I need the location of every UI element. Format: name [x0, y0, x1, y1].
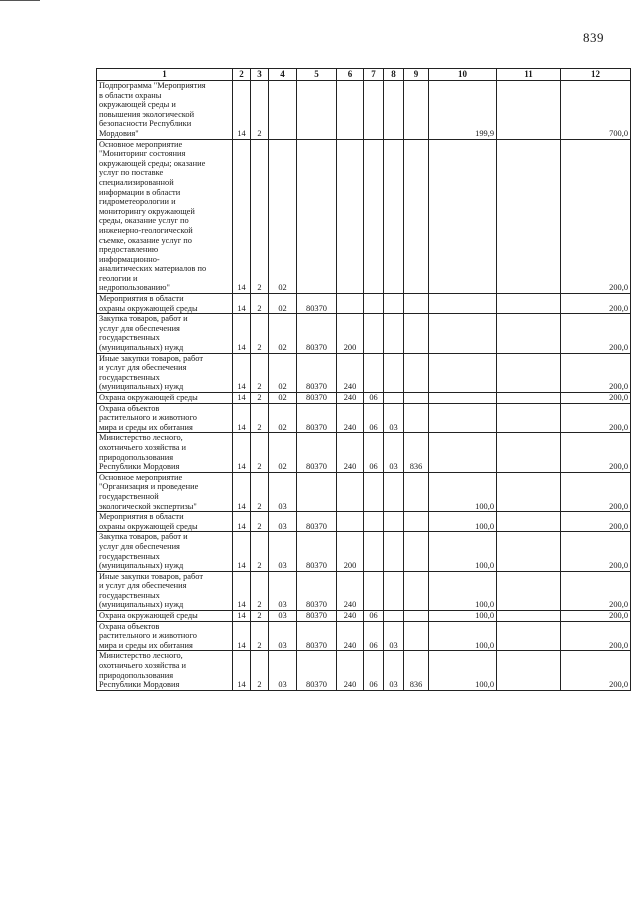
amount-col-11 [497, 512, 561, 532]
col-3-code: 2 [251, 314, 269, 353]
amount-col-10 [429, 314, 497, 353]
amount-col-10: 100,0 [429, 651, 497, 690]
amount-col-11 [497, 353, 561, 392]
col-5-code: 80370 [297, 532, 337, 571]
col-8-code [384, 393, 404, 404]
table-row [97, 139, 631, 294]
amount-col-11 [497, 651, 561, 690]
amount-col-12: 200,0 [561, 294, 631, 314]
column-header: 2 [233, 69, 251, 81]
amount-col-12: 200,0 [561, 393, 631, 404]
col-2-code: 14 [233, 532, 251, 571]
col-2-code: 14 [233, 139, 251, 294]
col-8-code [384, 532, 404, 571]
col-3-code: 2 [251, 611, 269, 622]
amount-col-10: 100,0 [429, 512, 497, 532]
amount-col-10: 100,0 [429, 621, 497, 651]
col-9-code [404, 512, 429, 532]
table-row [97, 611, 631, 622]
col-7-code: 06 [364, 393, 384, 404]
col-6-code: 240 [337, 611, 364, 622]
col-5-code: 80370 [297, 433, 337, 472]
col-5-code [297, 472, 337, 511]
col-7-code [364, 472, 384, 511]
table-row [97, 651, 631, 690]
row-name: Основное мероприятие "Мониторинг состояния окружающей среды; оказание услуг по поставке специализированной информации в области гидрометеорологии и мониторингу окружающей среды, оказание услуг по инженерно-геологической съемке, оказание услуг по предоставлению информационно- аналитических материалов по геологии и недропользованию" [97, 139, 233, 294]
row-name: Иные закупки товаров, работ и услуг для обеспечения государственных (муниципальных) нужд [97, 353, 233, 392]
col-3-code: 2 [251, 139, 269, 294]
col-6-code: 240 [337, 433, 364, 472]
row-name: Министерство лесного, охотничьего хозяйства и природопользования Республики Мордовия [97, 433, 233, 472]
row-name: Охрана объектов растительного и животного мира и среды их обитания [97, 403, 233, 433]
col-7-code: 06 [364, 403, 384, 433]
col-3-code: 2 [251, 532, 269, 571]
col-2-code: 14 [233, 314, 251, 353]
column-header: 5 [297, 69, 337, 81]
col-4-code: 03 [269, 571, 297, 610]
col-8-code: 03 [384, 433, 404, 472]
column-header: 8 [384, 69, 404, 81]
table-row [97, 294, 631, 314]
col-5-code: 80370 [297, 611, 337, 622]
amount-col-12: 200,0 [561, 139, 631, 294]
col-5-code: 80370 [297, 571, 337, 610]
col-3-code: 2 [251, 403, 269, 433]
col-4-code: 02 [269, 294, 297, 314]
col-9-code [404, 403, 429, 433]
col-7-code [364, 571, 384, 610]
amount-col-12: 200,0 [561, 403, 631, 433]
amount-col-11 [497, 621, 561, 651]
col-8-code [384, 353, 404, 392]
col-8-code [384, 139, 404, 294]
col-8-code [384, 314, 404, 353]
col-2-code: 14 [233, 393, 251, 404]
col-8-code [384, 611, 404, 622]
amount-col-11 [497, 139, 561, 294]
table-row [97, 393, 631, 404]
col-9-code [404, 353, 429, 392]
column-header: 9 [404, 69, 429, 81]
col-6-code: 240 [337, 621, 364, 651]
amount-col-10: 100,0 [429, 611, 497, 622]
col-2-code: 14 [233, 472, 251, 511]
table-row [97, 532, 631, 571]
amount-col-12: 200,0 [561, 314, 631, 353]
col-2-code: 14 [233, 353, 251, 392]
amount-col-12: 200,0 [561, 571, 631, 610]
amount-col-11 [497, 314, 561, 353]
col-6-code: 200 [337, 532, 364, 571]
table-row [97, 433, 631, 472]
col-2-code: 14 [233, 512, 251, 532]
col-2-code: 14 [233, 433, 251, 472]
col-7-code [364, 314, 384, 353]
table-row [97, 403, 631, 433]
table-row [97, 571, 631, 610]
amount-col-11 [497, 532, 561, 571]
col-3-code: 2 [251, 294, 269, 314]
column-header: 11 [497, 69, 561, 81]
col-3-code: 2 [251, 393, 269, 404]
col-3-code: 2 [251, 353, 269, 392]
page-number: 839 [583, 30, 604, 45]
col-6-code: 240 [337, 403, 364, 433]
col-6-code: 240 [337, 393, 364, 404]
amount-col-11 [497, 81, 561, 140]
col-2-code: 14 [233, 81, 251, 140]
amount-col-12: 200,0 [561, 651, 631, 690]
col-7-code [364, 139, 384, 294]
col-5-code: 80370 [297, 621, 337, 651]
col-8-code: 03 [384, 651, 404, 690]
col-8-code: 03 [384, 403, 404, 433]
col-5-code: 80370 [297, 314, 337, 353]
row-name: Подпрограмма "Мероприятия в области охраны окружающей среды и повышения экологической безопасности Республики Мордовия" [97, 81, 233, 140]
col-2-code: 14 [233, 571, 251, 610]
col-9-code [404, 314, 429, 353]
col-4-code: 02 [269, 353, 297, 392]
column-header: 1 [97, 69, 233, 81]
col-7-code [364, 294, 384, 314]
col-7-code [364, 512, 384, 532]
col-7-code [364, 81, 384, 140]
col-8-code: 03 [384, 621, 404, 651]
col-9-code [404, 571, 429, 610]
col-6-code [337, 472, 364, 511]
col-5-code [297, 139, 337, 294]
amount-col-10 [429, 433, 497, 472]
amount-col-10: 100,0 [429, 532, 497, 571]
table-row [97, 512, 631, 532]
table-header-row [97, 69, 631, 81]
table-row [97, 472, 631, 511]
col-8-code [384, 571, 404, 610]
col-2-code: 14 [233, 403, 251, 433]
row-name: Охрана объектов растительного и животного мира и среды их обитания [97, 621, 233, 651]
column-header: 4 [269, 69, 297, 81]
row-name: Охрана окружающей среды [97, 393, 233, 404]
amount-col-11 [497, 571, 561, 610]
amount-col-11 [497, 393, 561, 404]
col-4-code: 03 [269, 611, 297, 622]
table-row [97, 621, 631, 651]
col-6-code: 200 [337, 314, 364, 353]
col-4-code: 03 [269, 532, 297, 571]
col-8-code [384, 512, 404, 532]
table-row [97, 314, 631, 353]
col-9-code [404, 611, 429, 622]
col-9-code [404, 532, 429, 571]
table-row [97, 81, 631, 140]
col-6-code [337, 512, 364, 532]
col-9-code: 836 [404, 651, 429, 690]
amount-col-10: 100,0 [429, 571, 497, 610]
amount-col-12: 200,0 [561, 621, 631, 651]
col-4-code: 02 [269, 393, 297, 404]
col-3-code: 2 [251, 621, 269, 651]
col-4-code: 02 [269, 403, 297, 433]
col-4-code: 03 [269, 512, 297, 532]
col-5-code: 80370 [297, 294, 337, 314]
col-2-code: 14 [233, 611, 251, 622]
col-4-code [269, 81, 297, 140]
column-header: 10 [429, 69, 497, 81]
col-9-code [404, 621, 429, 651]
col-7-code [364, 353, 384, 392]
budget-table [96, 68, 631, 691]
row-name: Охрана окружающей среды [97, 611, 233, 622]
col-8-code [384, 472, 404, 511]
amount-col-12: 200,0 [561, 532, 631, 571]
col-5-code: 80370 [297, 393, 337, 404]
col-9-code [404, 294, 429, 314]
row-name: Иные закупки товаров, работ и услуг для обеспечения государственных (муниципальных) нужд [97, 571, 233, 610]
amount-col-10 [429, 403, 497, 433]
amount-col-10 [429, 294, 497, 314]
col-7-code: 06 [364, 433, 384, 472]
amount-col-11 [497, 403, 561, 433]
col-3-code: 2 [251, 512, 269, 532]
col-6-code: 240 [337, 571, 364, 610]
column-header: 12 [561, 69, 631, 81]
col-5-code: 80370 [297, 353, 337, 392]
col-9-code: 836 [404, 433, 429, 472]
col-7-code: 06 [364, 611, 384, 622]
scan-corner-mark [0, 0, 40, 4]
col-9-code [404, 393, 429, 404]
col-3-code: 2 [251, 651, 269, 690]
col-2-code: 14 [233, 294, 251, 314]
col-4-code: 02 [269, 314, 297, 353]
col-7-code [364, 532, 384, 571]
col-9-code [404, 472, 429, 511]
col-2-code: 14 [233, 651, 251, 690]
amount-col-10: 100,0 [429, 472, 497, 511]
col-4-code: 02 [269, 433, 297, 472]
col-6-code: 240 [337, 651, 364, 690]
col-4-code: 03 [269, 651, 297, 690]
col-5-code [297, 81, 337, 140]
col-6-code [337, 81, 364, 140]
amount-col-10 [429, 393, 497, 404]
col-3-code: 2 [251, 81, 269, 140]
column-header: 6 [337, 69, 364, 81]
amount-col-11 [497, 611, 561, 622]
amount-col-11 [497, 294, 561, 314]
amount-col-11 [497, 433, 561, 472]
table-row [97, 353, 631, 392]
col-3-code: 2 [251, 472, 269, 511]
row-name: Закупка товаров, работ и услуг для обеспечения государственных (муниципальных) нужд [97, 314, 233, 353]
table-body [97, 81, 631, 691]
amount-col-12: 200,0 [561, 353, 631, 392]
col-9-code [404, 81, 429, 140]
amount-col-12: 200,0 [561, 472, 631, 511]
amount-col-10 [429, 353, 497, 392]
col-2-code: 14 [233, 621, 251, 651]
row-name: Мероприятия в области охраны окружающей среды [97, 512, 233, 532]
amount-col-11 [497, 472, 561, 511]
col-3-code: 2 [251, 433, 269, 472]
col-5-code: 80370 [297, 512, 337, 532]
col-6-code: 240 [337, 353, 364, 392]
col-6-code [337, 139, 364, 294]
col-9-code [404, 139, 429, 294]
col-7-code: 06 [364, 651, 384, 690]
row-name: Мероприятия в области охраны окружающей среды [97, 294, 233, 314]
col-8-code [384, 81, 404, 140]
column-header: 3 [251, 69, 269, 81]
amount-col-12: 200,0 [561, 611, 631, 622]
col-4-code: 03 [269, 472, 297, 511]
row-name: Закупка товаров, работ и услуг для обеспечения государственных (муниципальных) нужд [97, 532, 233, 571]
col-4-code: 02 [269, 139, 297, 294]
col-7-code: 06 [364, 621, 384, 651]
amount-col-10 [429, 139, 497, 294]
col-6-code [337, 294, 364, 314]
col-3-code: 2 [251, 571, 269, 610]
amount-col-10: 199,9 [429, 81, 497, 140]
col-5-code: 80370 [297, 651, 337, 690]
column-header: 7 [364, 69, 384, 81]
amount-col-12: 200,0 [561, 433, 631, 472]
col-8-code [384, 294, 404, 314]
amount-col-12: 700,0 [561, 81, 631, 140]
row-name: Министерство лесного, охотничьего хозяйства и природопользования Республики Мордовия [97, 651, 233, 690]
amount-col-12: 200,0 [561, 512, 631, 532]
col-4-code: 03 [269, 621, 297, 651]
col-5-code: 80370 [297, 403, 337, 433]
row-name: Основное мероприятие "Организация и проведение государственной экологической экспертизы" [97, 472, 233, 511]
